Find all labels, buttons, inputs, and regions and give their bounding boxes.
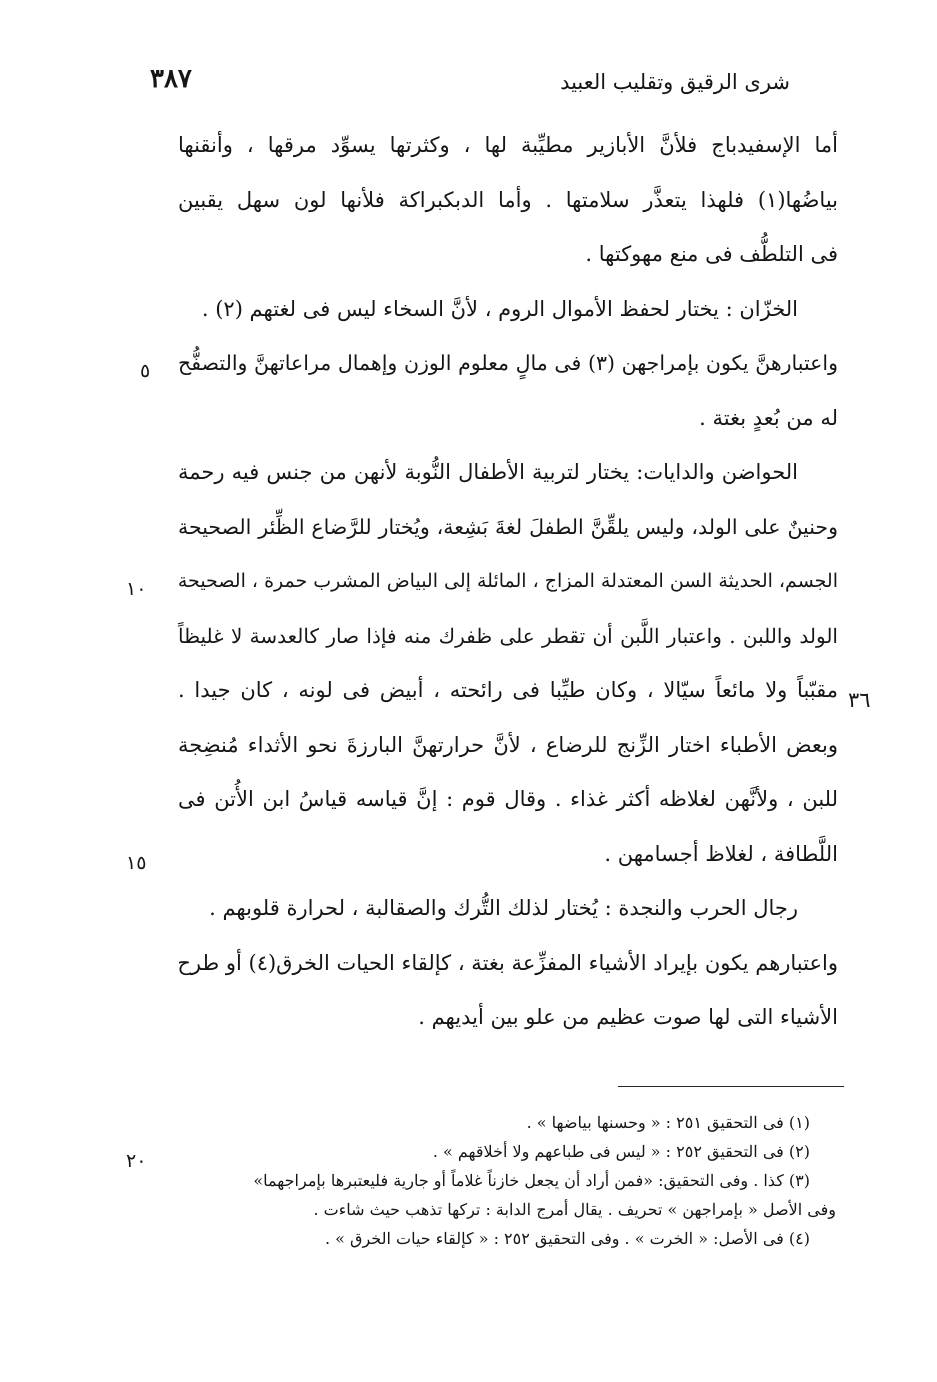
page-number: ٣٨٧	[150, 64, 192, 94]
page-header	[150, 62, 790, 102]
line-number-10: ١٠	[126, 578, 147, 600]
text-line: فى التلطُّف فى منع مهوكتها .	[585, 242, 838, 266]
text-line: الخزّان : يختار لحفظ الأموال الروم ، لأنَّ السخاء ليس فى لغتهم (٢) .	[201, 296, 798, 321]
footnote-separator	[618, 1086, 844, 1087]
text-line: واعتبارهنَّ يكون بإمراجهن (٣) فى مالٍ معلوم الوزن وإهمال مراعاتهنَّ والتصفُّح	[178, 351, 838, 375]
text-line: الجسم، الحديثة السن المعتدلة المزاج ، المائلة إلى البياض المشرب حمرة ، الصحيحة	[177, 570, 838, 592]
main-text	[178, 118, 838, 1045]
text-line: الحواضن والدايات: يختار لتربية الأطفال النُّوبة لأنهن من جنس فيه رحمة	[178, 460, 798, 484]
footnote: (١) فى التحقيق ٢٥١ : « وحسنها بياضها » .	[526, 1113, 810, 1132]
text-line: وبعض الأطباء اختار الزِّنج للرضاع ، لأنَّ حرارتهنَّ البارزةَ نحو الأثداء مُنضِجة	[178, 732, 838, 757]
footnote-continuation: وفى الأصل « بإمراجهن » تحريف . يقال أمرج الدابة : تركها تذهب حيث شاءت .	[313, 1200, 836, 1219]
text-line: الولد واللبن . واعتبار اللَّبن أن تقطر على ظفرك منه فإذا صار كالعدسة لا غليظاً	[178, 623, 838, 648]
text-line: بياضُها(١) فلهذا يتعذَّر سلامتها . وأما الدبكبراكة فلأنها لون سهل يقبين	[178, 187, 838, 212]
footnote: (٤) فى الأصل: « الخرت » . وفى التحقيق ٢٥٢ : « كإلقاء حيات الخرق » .	[324, 1229, 810, 1248]
text-line: واعتبارهم يكون بإيراد الأشياء المفزِّعة بغتة ، كإلقاء الحيات الخرق(٤) أو طرح	[177, 950, 838, 975]
line-number-20: ٢٠	[126, 1150, 147, 1172]
text-line: الأشياء التى لها صوت عظيم من علو بين أيديهم .	[418, 1005, 838, 1029]
line-number-5: ٥	[140, 360, 151, 382]
footnote: (٢) فى التحقيق ٢٥٢ : « ليس فى طباعهم ولا أخلاقهم » .	[432, 1142, 810, 1161]
text-line: للبن ، ولأنَّهن لغلاظه أكثر غذاء . وقال قوم : إنَّ قياسه قياسُ ابن الأُتن فى	[178, 787, 839, 811]
text-line: رجال الحرب والنجدة : يُختار لذلك التُّرك والصقالبة ، لحرارة قلوبهم .	[209, 896, 798, 920]
line-number-15: ١٥	[126, 852, 147, 874]
footnotes	[200, 1108, 836, 1253]
text-line: أما الإسفيدباج فلأنَّ الأبازير مطيِّبة لها ، وكثرتها يسوِّد مرقها ، وأنقنها	[178, 133, 838, 157]
footnote: (٣) كذا . وفى التحقيق: «فمن أراد أن يجعل خازناً غلاماً أو جارية فليعتبرها بإمراجهما»	[253, 1171, 810, 1190]
text-line: مقبّباً ولا مائعاً سيّالا ، وكان طيِّبا فى رائحته ، أبيض فى لونه ، كان جيدا .	[178, 678, 838, 702]
text-line: اللَّطافة ، لغلاظ أجسامهن .	[604, 841, 838, 866]
text-line: وحنينٌ على الولد، وليس يلقِّنَّ الطفلَ لغةَ بَشِعة، ويُختار للرَّضاع الظِّئر الصحيحة	[178, 514, 838, 539]
section-number: ٣٦	[848, 688, 871, 712]
running-title: شرى الرقيق وتقليب العبيد	[560, 70, 790, 94]
text-line: له من بُعدٍ بغتة .	[699, 405, 838, 430]
